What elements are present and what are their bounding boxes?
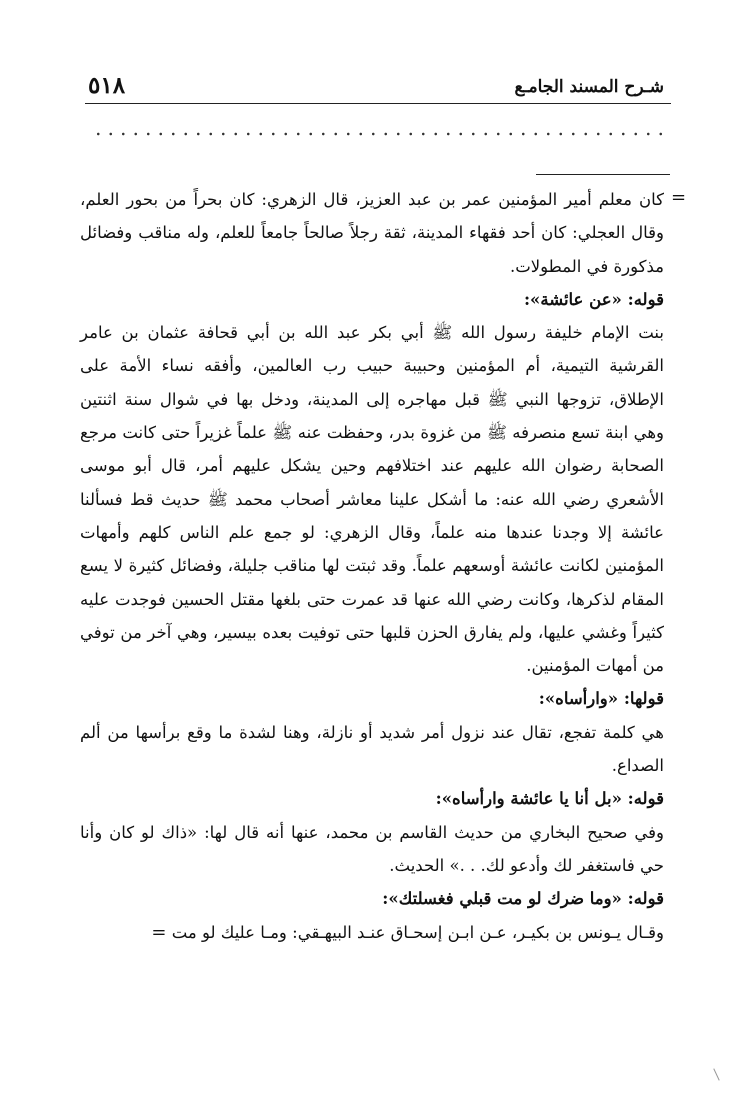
- page-number: ٥١٨: [88, 72, 126, 99]
- paragraph-aisha-bio: بنت الإمام خليفة رسول الله ﷺ أبي بكر عبد الله بن أبي قحافة عثمان بن عامر القرشية التيمية، أم المؤمنين وحبيبة حبيب رب العالمين، وأفقه نساء الأمة على الإطلاق، تزوجها النبي ﷺ قبل مهاجره إلى المدينة، ودخل بها في شوال سنة اثنتين وهي ابنة تسع منصرفه ﷺ من غزوة بدر، وحفظت عنه ﷺ علماً غزيراً حتى كانت مرجع الصحابة رضوان الله عليهم عند اختلافهم وحين يشكل عليهم أمر، قال أبو موسى الأشعري رضي الله عنه: ما أشكل علينا معاشر أصحاب محمد ﷺ حديث قط فسألنا عائشة إلا وجدنا عندها منه علماً، وقال الزهري: لو جمع علم الناس كلهم وأمهات المؤمنين لكانت عائشة أوسعهم علماً. وقد ثبتت لها مناقب جليلة، وفضائل كثيرة لا يسع المقام لذكرها، وكانت رضي الله عنها قد عمرت حتى بلغها مقتل الحسين فوجدت عليه كثيراً وغشي عليها، ولم يفارق الحزن قلبها حتى توفيت بعده بيسير، وهي آخر من توفي من أمهات المؤمنين.: [80, 323, 664, 676]
- continues-mark: =: [151, 921, 167, 943]
- section-label-ma-darrak: قوله: «وما ضرك لو مت قبلي فغسلتك»:: [382, 889, 664, 909]
- section-label-aisha: قوله: «عن عائشة»:: [523, 289, 664, 309]
- footnote-rule: [536, 174, 670, 175]
- paragraph-bayhaqi-text: وقـال يـونس بن بكيـر، عـن ابـن إسحـاق عنـد البيهـقي: ومـا عليك لو مت: [171, 922, 664, 942]
- continued-mark: =: [671, 187, 687, 208]
- paragraph-intro: كان معلم أمير المؤمنين عمر بن عبد العزيز، قال الزهري: كان بحراً من بحور العلم، وقال العجلي: كان أحد فقهاء المدينة، ثقة رجلاً صالحاً جامعاً للعلم، وله مناقب وفضائل مذكورة في المطولات.: [80, 190, 664, 276]
- header-rule: [85, 103, 671, 104]
- paragraph-warasah: هي كلمة تفجع، تقال عند نزول أمر شديد أو نازلة، وهنا لشدة ما وقع برأسها من ألم الصداع.: [80, 722, 664, 776]
- running-title: شـرح المسند الجامـع: [514, 77, 664, 97]
- paragraph-bukhari: وفي صحيح البخاري من حديث القاسم بن محمد، عنها أنه قال لها: «ذاك لو كان وأنا حي فاستغفر لك وأدعو لك. . .» الحديث.: [80, 822, 664, 875]
- section-label-bal-ana: قوله: «بل أنا يا عائشة وارأساه»:: [435, 789, 664, 809]
- page-body: [80, 183, 664, 949]
- section-label-warasah: قولها: «وارأساه»:: [538, 689, 664, 709]
- dotted-separator: [92, 130, 667, 138]
- scan-mark: [713, 1068, 719, 1080]
- paragraph-bayhaqi: [80, 916, 664, 949]
